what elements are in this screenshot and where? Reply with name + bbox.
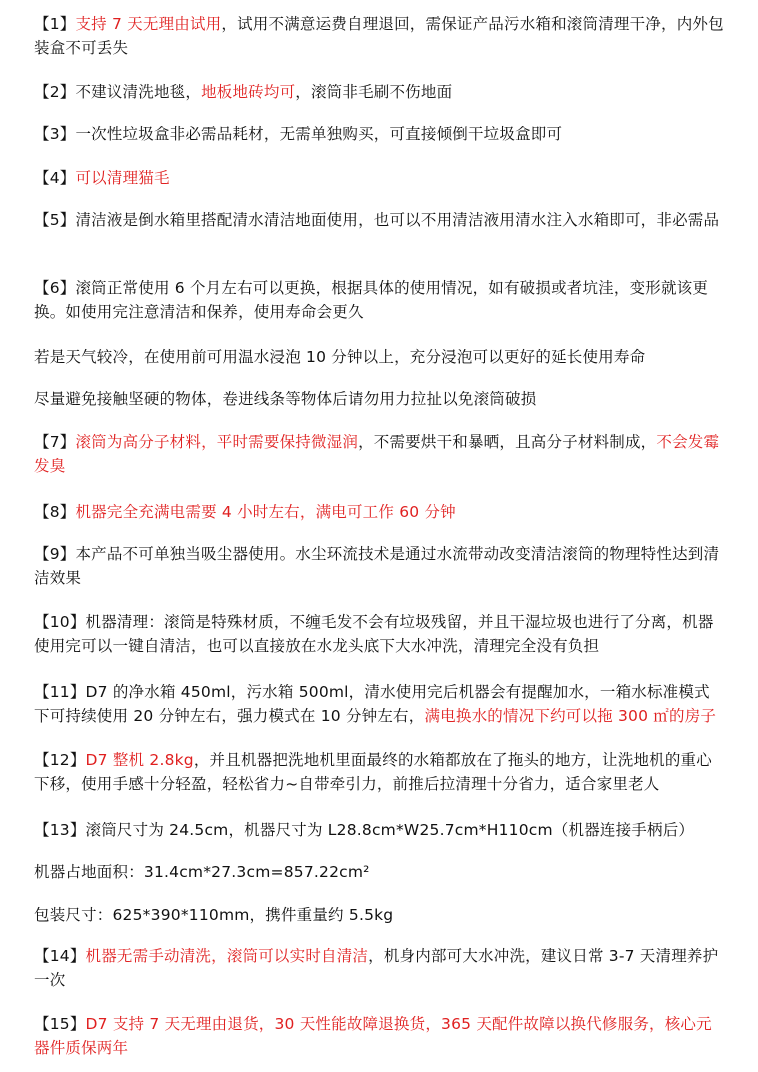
note-6-cold-weather bbox=[34, 345, 724, 369]
seg: 【7】 bbox=[34, 433, 76, 451]
seg: 滚筒为高分子材料，平时需要保持微湿润 bbox=[75, 433, 359, 451]
note-13-package bbox=[34, 903, 724, 927]
seg: 机器占地面积：31.4cm*27.3cm=857.22cm² bbox=[34, 863, 370, 881]
note-12 bbox=[34, 748, 724, 796]
note-14 bbox=[34, 944, 724, 992]
seg: 尽量避免接触坚硬的物体，卷进线条等物体后请勿用力拉扯以免滚筒破损 bbox=[34, 390, 537, 408]
seg: 【4】 bbox=[34, 169, 76, 187]
seg: 支持 7 天无理由试用 bbox=[75, 15, 222, 33]
seg: 满电换水的情况下约可以拖 300 ㎡的房子 bbox=[424, 707, 717, 725]
seg: 【6】滚筒正常使用 6 个月左右可以更换，根据具体的使用情况，如有破损或者坑洼，变形就该更换。如使用完注意清洁和保养，使用寿命会更久 bbox=[34, 279, 709, 321]
seg: 【11】D7 的净水箱 450ml，污水箱 500ml，清水使用完后机器会有提醒加水，一箱水标准模式下可持续使用 20 分钟左右，强力模式在 10 分钟左右， bbox=[34, 683, 710, 725]
seg: 机器无需手动清洗，滚筒可以实时自清洁 bbox=[85, 947, 369, 965]
note-6 bbox=[34, 276, 724, 324]
seg: D7 支持 7 天无理由退货，30 天性能故障退换货，365 天配件故障以换代修服务，核心元器件质保两年 bbox=[34, 1015, 712, 1057]
note-2 bbox=[34, 80, 724, 104]
note-8 bbox=[34, 500, 724, 524]
seg: 包装尺寸：625*390*110mm，携件重量约 5.5kg bbox=[34, 906, 394, 924]
note-1 bbox=[34, 12, 724, 60]
seg: 【12】 bbox=[34, 751, 86, 769]
seg: ，机身内部可大水冲洗，建议日常 3-7 天清理养护一次 bbox=[34, 947, 719, 989]
seg: 机器完全充满电需要 4 小时左右，满电可工作 60 分钟 bbox=[75, 503, 456, 521]
seg: 【10】机器清理：滚筒是特殊材质，不缠毛发不会有垃圾残留，并且干湿垃圾也进行了分离，机器使用完可以一键自清洁，也可以直接放在水龙头底下大水冲洗，清理完全没有负担 bbox=[34, 613, 714, 655]
seg: 【15】 bbox=[34, 1015, 86, 1033]
seg: ，试用不满意运费自理退回，需保证产品污水箱和滚筒清理干净，内外包装盒不可丢失 bbox=[34, 15, 724, 57]
seg: D7 整机 2.8kg bbox=[85, 751, 194, 769]
seg: 可以清理猫毛 bbox=[75, 169, 170, 187]
note-3 bbox=[34, 122, 724, 146]
note-10 bbox=[34, 610, 724, 658]
note-11 bbox=[34, 680, 724, 728]
seg: 地板地砖均可 bbox=[201, 83, 296, 101]
seg: 【3】一次性垃圾盒非必需品耗材，无需单独购买，可直接倾倒干垃圾盒即可 bbox=[34, 125, 563, 143]
note-15 bbox=[34, 1012, 724, 1060]
note-9 bbox=[34, 542, 724, 590]
seg: ，滚筒非毛刷不伤地面 bbox=[295, 83, 453, 101]
note-13-footprint bbox=[34, 860, 724, 884]
seg: ，不需要烘干和暴晒，且高分子材料制成， bbox=[358, 433, 657, 451]
seg: 【1】 bbox=[34, 15, 76, 33]
seg: ，并且机器把洗地机里面最终的水箱都放在了拖头的地方，让洗地机的重心下移，使用手感十分轻盈，轻松省力~自带牵引力，前推后拉清理十分省力，适合家里老人 bbox=[34, 751, 712, 793]
note-13 bbox=[34, 818, 724, 842]
seg: 【9】本产品不可单独当吸尘器使用。水尘环流技术是通过水流带动改变清洁滚筒的物理特性达到清洁效果 bbox=[34, 545, 720, 587]
seg: 若是天气较冷，在使用前可用温水浸泡 10 分钟以上，充分浸泡可以更好的延长使用寿命 bbox=[34, 348, 646, 366]
note-7 bbox=[34, 430, 724, 478]
seg: 【14】 bbox=[34, 947, 86, 965]
seg: 【5】清洁液是倒水箱里搭配清水清洁地面使用，也可以不用清洁液用清水注入水箱即可，非必需品 bbox=[34, 211, 720, 229]
seg: 【8】 bbox=[34, 503, 76, 521]
note-4 bbox=[34, 166, 724, 190]
note-6-avoid-hard bbox=[34, 387, 724, 411]
seg: 【2】不建议清洗地毯， bbox=[34, 83, 202, 101]
note-5 bbox=[34, 208, 724, 232]
seg: 不会发霉发臭 bbox=[34, 433, 720, 475]
seg: 【13】滚筒尺寸为 24.5cm，机器尺寸为 L28.8cm*W25.7cm*H110cm（机器连接手柄后） bbox=[34, 821, 695, 839]
